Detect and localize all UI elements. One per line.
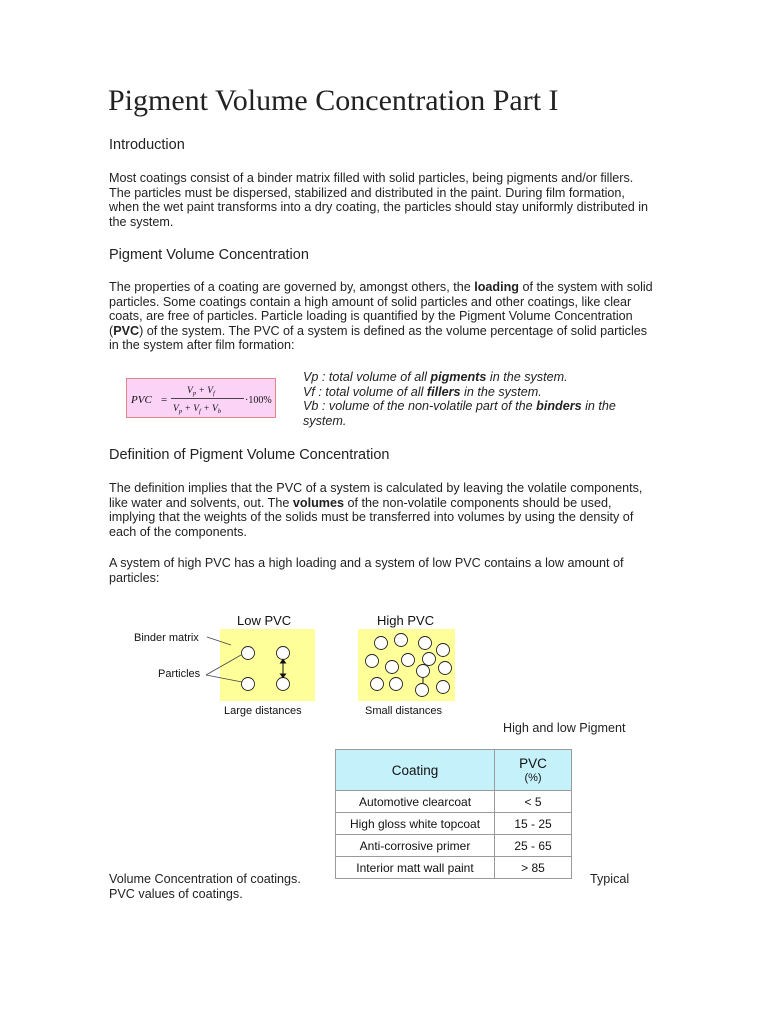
- pvc-formula: [126, 378, 276, 418]
- table-cell-coating: Anti-corrosive primer: [336, 835, 495, 857]
- formula-numerator: $V_p + V_f$: [187, 386, 215, 397]
- particles-label: Particles: [158, 668, 201, 680]
- high-particle: [419, 637, 432, 650]
- table-header-row: [336, 750, 572, 791]
- high-particle: [366, 655, 379, 668]
- high-particle: [395, 634, 408, 647]
- figure-caption-part-1: High and low Pigment: [503, 721, 626, 735]
- high-pvc-title: High PVC: [377, 613, 435, 628]
- pvc-heading: Pigment Volume Concentration: [109, 247, 309, 263]
- low-pvc-title: Low PVC: [237, 613, 292, 628]
- large-distances-caption: Large distances: [224, 705, 302, 717]
- high-particle: [386, 661, 399, 674]
- table-cell-coating: Interior matt wall paint: [336, 857, 495, 879]
- formula-equals: =: [161, 394, 168, 406]
- high-particle: [417, 665, 430, 678]
- high-low-paragraph: A system of high PVC has a high loading and a system of low PVC contains a low amount of particles:: [109, 556, 624, 585]
- table-row: [336, 857, 572, 879]
- pvc-paragraph: The properties of a coating are governed by, amongst others, the loading of the system with solid particles. Some coatings contain a high amount of solid particles and other coatings, like clear coats, are free of particles. Particle loading is quantified by the Pigment Volume Concentration (PVC) of the system. The PVC of a system is defined as the volume percentage of solid particles in the system after film formation:: [109, 280, 653, 353]
- table-cell-pvc: 25 - 65: [495, 835, 572, 857]
- pvc-diagram: [120, 605, 470, 720]
- table-caption-part-1: Typical: [590, 872, 630, 886]
- low-pvc-matrix: [220, 629, 315, 701]
- pvc-values-table: [335, 749, 572, 879]
- high-particle: [416, 684, 429, 697]
- low-particle: [277, 647, 290, 660]
- introduction-paragraph: Most coatings consist of a binder matrix filled with solid particles, being pigments and/or fillers. The particles must be dispersed, stabilized and distributed in the paint. During film formation, when the wet paint transforms into a dry coating, the particles should stay uniformly distributed in the system.: [109, 171, 649, 229]
- page-title: Pigment Volume Concentration Part I: [108, 84, 559, 117]
- small-distances-caption: Small distances: [365, 705, 443, 717]
- formula-factor: ·100%: [245, 395, 272, 406]
- figure-caption-part-2: Volume Concentration of coatings.: [109, 872, 301, 886]
- legend-vb: Vb : volume of the non-volatile part of the binders in the system.: [303, 399, 616, 428]
- table-cell-pvc: 15 - 25: [495, 813, 572, 835]
- low-particle: [242, 647, 255, 660]
- table-cell-pvc: < 5: [495, 791, 572, 813]
- table-caption-part-2: PVC values of coatings.: [109, 887, 243, 901]
- high-particle: [437, 644, 450, 657]
- binder-matrix-label: Binder matrix: [134, 632, 199, 644]
- legend-vf: Vf : total volume of all fillers in the system.: [303, 384, 542, 399]
- formula-denominator: $V_p + V_f + V_b$: [173, 404, 222, 415]
- definition-paragraph: The definition implies that the PVC of a system is calculated by leaving the volatile components, like water and solvents, out. The volumes of the non-volatile components should be used, implying that the weights of the solids must be transferred into volumes by using the density of each of the components.: [109, 481, 643, 539]
- high-particle: [439, 662, 452, 675]
- definition-heading: Definition of Pigment Volume Concentration: [109, 447, 390, 463]
- low-particle: [277, 678, 290, 691]
- high-particle: [423, 653, 436, 666]
- column-header-pvc: PVC (%): [495, 750, 572, 791]
- table-row: [336, 835, 572, 857]
- introduction-heading: Introduction: [109, 137, 185, 153]
- table-cell-coating: High gloss white topcoat: [336, 813, 495, 835]
- high-particle: [402, 654, 415, 667]
- high-particle: [390, 678, 403, 691]
- table-cell-coating: Automotive clearcoat: [336, 791, 495, 813]
- formula-legend: [303, 370, 653, 428]
- high-particle: [437, 681, 450, 694]
- formula-lhs: PVC: [131, 394, 152, 406]
- low-particle: [242, 678, 255, 691]
- high-particle: [371, 678, 384, 691]
- table-row: [336, 791, 572, 813]
- table-cell-pvc: > 85: [495, 857, 572, 879]
- table-row: [336, 813, 572, 835]
- high-particle: [375, 637, 388, 650]
- column-header-coating: Coating: [336, 750, 495, 791]
- legend-vp: Vp : total volume of all pigments in the system.: [303, 370, 568, 384]
